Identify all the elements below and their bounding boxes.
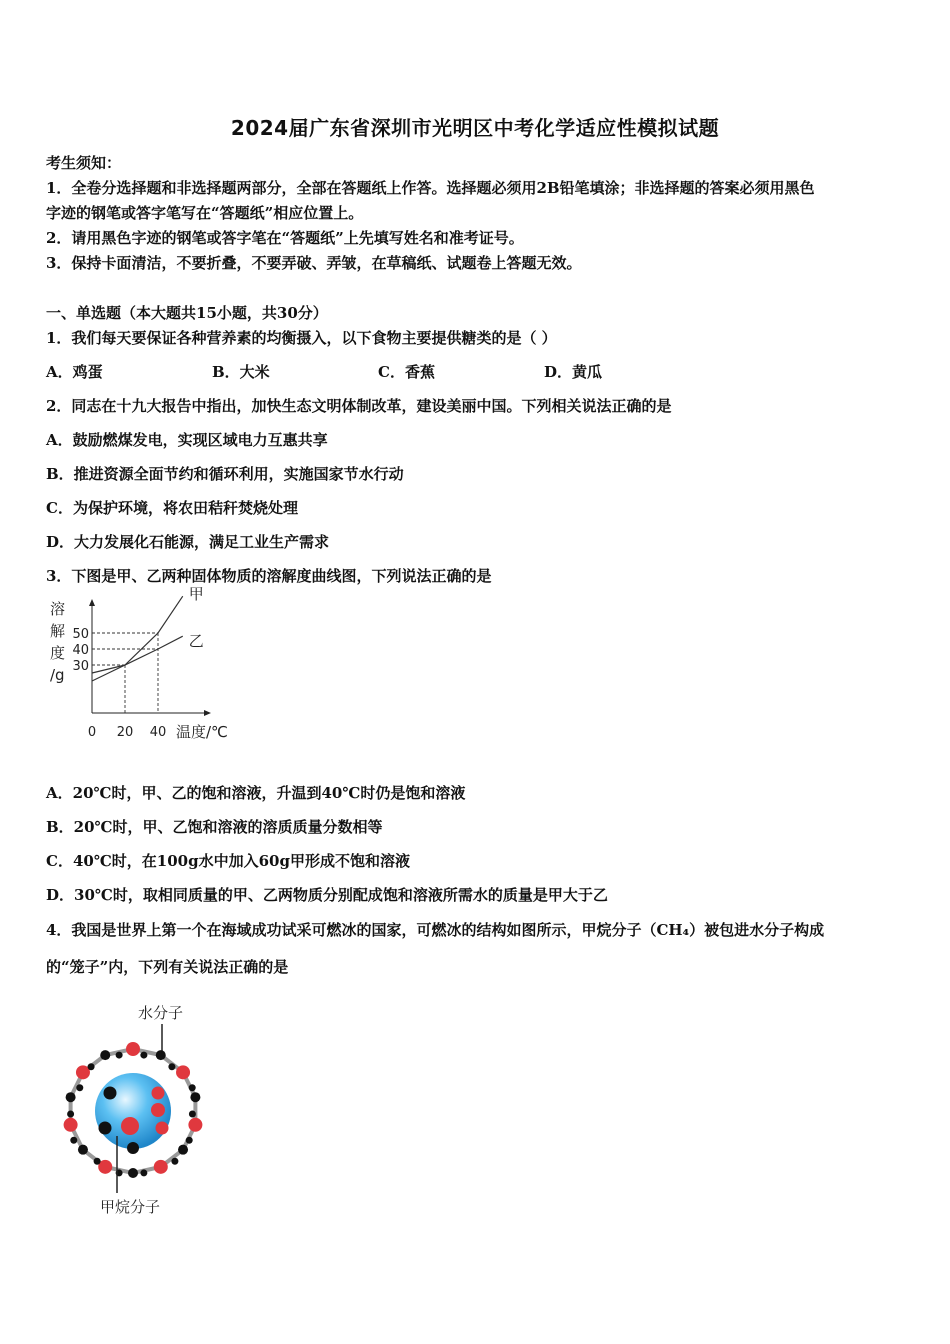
- inner-atom: [156, 1122, 169, 1135]
- oxygen-atom: [188, 1118, 202, 1132]
- notice-item-3: 3．保持卡面清洁，不要折叠，不要弄破、弄皱，在草稿纸、试题卷上答题无效。: [46, 254, 582, 272]
- hydrogen-atom: [88, 1063, 95, 1070]
- hydrogen-atom: [171, 1158, 178, 1165]
- oxygen-atom: [176, 1065, 190, 1079]
- chart-ylabel-char: 溶: [50, 600, 66, 618]
- hydrogen-atom: [189, 1111, 196, 1118]
- hydrogen-atom: [76, 1084, 83, 1091]
- hydrogen-atom: [66, 1092, 76, 1102]
- water-molecule-label: 水分子: [138, 1004, 184, 1022]
- hydrogen-atom: [78, 1145, 88, 1155]
- chart-ticks: [72, 627, 166, 740]
- hydrogen-atom: [178, 1145, 188, 1155]
- hydrogen-atom: [100, 1050, 110, 1060]
- chart-y-arrow: [89, 599, 95, 606]
- chart-x-tick: 0: [87, 725, 97, 740]
- hydrogen-atom: [70, 1137, 77, 1144]
- chart-x-arrow: [204, 710, 211, 716]
- q1-options: [46, 361, 710, 382]
- chart-series-line: [92, 596, 183, 681]
- inner-atom: [127, 1142, 139, 1154]
- hydrogen-atom: [168, 1063, 175, 1070]
- q3-option-b: B．20℃时，甲、乙饱和溶液的溶质质量分数相等: [46, 818, 383, 836]
- oxygen-atom: [154, 1160, 168, 1174]
- q3-stem: 3．下图是甲、乙两种固体物质的溶解度曲线图，下列说法正确的是: [46, 567, 492, 585]
- q1-option-d: D．黄瓜: [544, 363, 603, 381]
- notice-item-1b: 字迹的钢笔或答字笔写在“答题纸”相应位置上。: [46, 204, 364, 222]
- chart-ylabel-char: /g: [50, 666, 65, 684]
- chart-x-tick: 40: [149, 725, 167, 740]
- methane-molecule-label: 甲烷分子: [100, 1198, 161, 1216]
- notice-heading: 考生须知：: [46, 154, 122, 172]
- oxygen-atom: [126, 1042, 140, 1056]
- q4-stem-a: 4．我国是世界上第一个在海域成功试采可燃冰的国家，可燃冰的结构如图所示，甲烷分子（CH₄）被包进水分子构成: [46, 921, 825, 939]
- chart-series-line: [92, 636, 183, 673]
- hydrogen-atom: [190, 1092, 200, 1102]
- inner-atom: [152, 1087, 165, 1100]
- inner-atom: [104, 1087, 117, 1100]
- chart-ylabel-char: 解: [50, 622, 66, 640]
- chart-y-tick: 30: [72, 659, 89, 674]
- q1-option-b: B．大米: [212, 363, 270, 381]
- hydrogen-atom: [67, 1111, 74, 1118]
- chart-ylabel-char: 度: [50, 644, 66, 662]
- inner-atom: [99, 1122, 112, 1135]
- chart-series-label: 甲: [188, 585, 204, 604]
- q3-option-c: C．40℃时，在100g水中加入60g甲形成不饱和溶液: [46, 852, 410, 870]
- hydrogen-atom: [128, 1168, 138, 1178]
- oxygen-atom: [121, 1117, 139, 1135]
- q2-stem: 2．同志在十九大报告中指出，加快生态文明体制改革，建设美丽中国。下列相关说法正确的是: [46, 397, 672, 415]
- q2-option-b: B．推进资源全面节约和循环利用，实施国家节水行动: [46, 465, 404, 483]
- q1-option-a: A．鸡蛋: [46, 363, 103, 381]
- chart-ylabel: [50, 600, 65, 684]
- chart-xlabel: 温度/℃: [176, 723, 228, 741]
- notice-item-1a: 1．全卷分选择题和非选择题两部分，全部在答题纸上作答。选择题必须用2B铅笔填涂；非选择题的答案必须用黑色: [46, 179, 815, 197]
- q2-option-d: D．大力发展化石能源，满足工业生产需求: [46, 533, 330, 551]
- chart-y-tick: 50: [72, 627, 89, 642]
- q2-option-c: C．为保护环境，将农田秸秆焚烧处理: [46, 499, 298, 517]
- chart-guides: [92, 633, 158, 713]
- q2-option-a: A．鼓励燃煤发电，实现区域电力互惠共享: [46, 431, 328, 449]
- chart-series-label: 乙: [188, 632, 204, 651]
- q1-stem: 1．我们每天要保证各种营养素的均衡摄入，以下食物主要提供糖类的是（ ）: [46, 329, 557, 347]
- solubility-chart: [44, 585, 244, 746]
- hydrogen-atom: [94, 1158, 101, 1165]
- hydrogen-atom: [156, 1050, 166, 1060]
- chart-y-tick: 40: [72, 643, 89, 658]
- oxygen-atom: [64, 1118, 78, 1132]
- hydrogen-atom: [116, 1052, 123, 1059]
- page-title: 2024届广东省深圳市光明区中考化学适应性模拟试题: [230, 116, 720, 140]
- oxygen-atom: [151, 1103, 165, 1117]
- methane-hydrate-figure: [50, 998, 220, 1223]
- q4-stem-b: 的“笼子”内，下列有关说法正确的是: [46, 958, 289, 976]
- hydrogen-atom: [186, 1137, 193, 1144]
- notice-item-2: 2．请用黑色字迹的钢笔或答字笔在“答题纸”上先填写姓名和准考证号。: [46, 229, 524, 247]
- section-heading: 一、单选题（本大题共15小题，共30分）: [46, 304, 328, 322]
- q1-option-c: C．香蕉: [378, 363, 435, 381]
- hydrogen-atom: [140, 1052, 147, 1059]
- chart-x-tick: 20: [116, 725, 134, 740]
- q3-option-d: D．30℃时，取相同质量的甲、乙两物质分别配成饱和溶液所需水的质量是甲大于乙: [46, 886, 608, 904]
- hydrogen-atom: [140, 1169, 147, 1176]
- q3-option-a: A．20℃时，甲、乙的饱和溶液，升温到40℃时仍是饱和溶液: [46, 784, 466, 802]
- hydrogen-atom: [189, 1084, 196, 1091]
